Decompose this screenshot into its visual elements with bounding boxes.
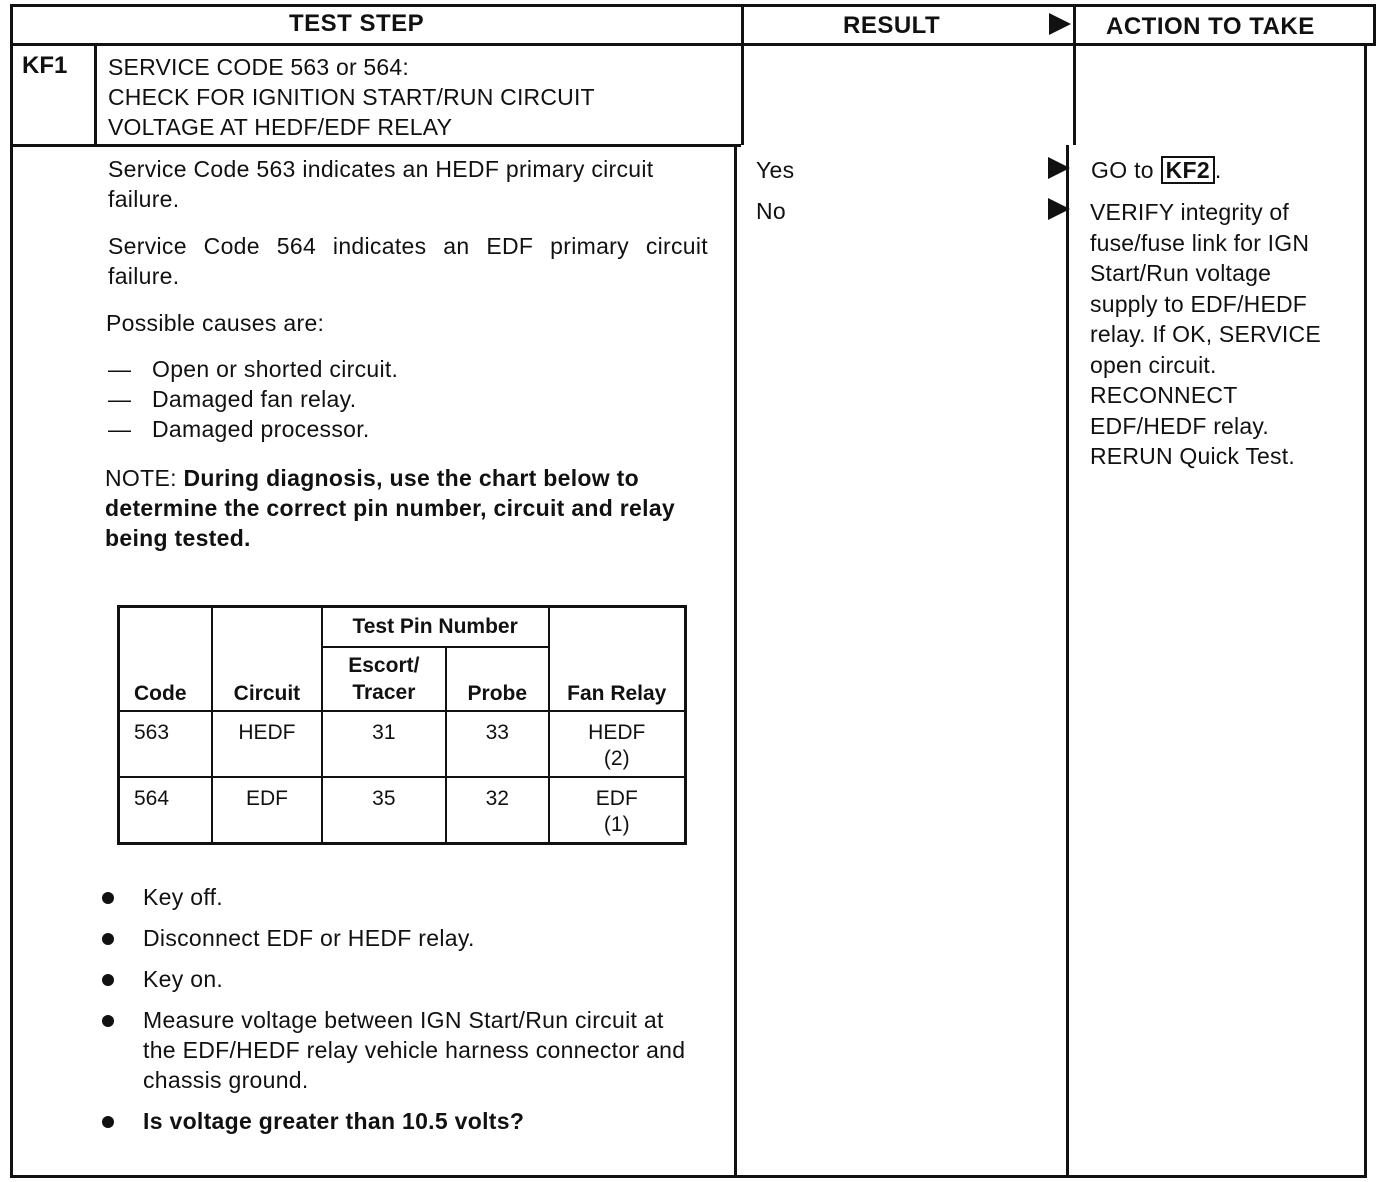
step-title-line: SERVICE CODE 563 or 564: xyxy=(108,54,409,80)
header-test-step: TEST STEP xyxy=(289,10,425,37)
cause-text: Damaged processor. xyxy=(152,416,370,442)
possible-causes-intro: Possible causes are: xyxy=(106,310,325,336)
action-no-line: RECONNECT xyxy=(1090,382,1238,408)
frame-right-border xyxy=(1373,4,1376,46)
bullet-icon xyxy=(102,974,114,986)
bullet-icon xyxy=(102,1116,114,1128)
cell-code: 563 xyxy=(119,711,213,777)
col-header-escort-tracer xyxy=(322,647,446,711)
action-no-line: supply to EDF/HEDF xyxy=(1090,290,1308,317)
action-no-line: EDF/HEDF relay. xyxy=(1090,412,1269,439)
note xyxy=(105,463,710,553)
step-title-line: VOLTAGE AT HEDF/EDF RELAY xyxy=(108,114,453,140)
dash-icon: — xyxy=(108,416,132,442)
relay-name: HEDF xyxy=(588,720,646,744)
procedure-step xyxy=(100,1005,720,1095)
col-header-circuit: Circuit xyxy=(212,607,322,711)
col-header-test-pin-number: Test Pin Number xyxy=(322,607,549,647)
action-no-line: Start/Run voltage xyxy=(1090,260,1272,286)
header-line: Tracer xyxy=(352,680,416,704)
procedure-step-text: Key on. xyxy=(143,966,224,992)
column-divider-2-lower xyxy=(1066,145,1069,1178)
procedure-step-text: Measure voltage between IGN Start/Run circuit at the EDF/HEDF relay vehicle harness connector and chassis ground. xyxy=(143,1007,686,1093)
cell-probe-pin: 33 xyxy=(446,711,549,777)
note-prefix: NOTE: xyxy=(105,465,177,491)
header-divider xyxy=(10,43,1376,46)
cause-text: Damaged fan relay. xyxy=(152,386,357,412)
causes-list xyxy=(108,354,708,444)
col-header-fan-relay: Fan Relay xyxy=(549,607,686,711)
header-result: RESULT xyxy=(843,12,941,39)
test-pin-table xyxy=(117,605,687,845)
action-no-line: fuse/fuse link for IGN xyxy=(1090,229,1310,256)
action-yes xyxy=(1091,155,1222,185)
cause-item xyxy=(108,414,708,444)
action-no-line: open circuit. xyxy=(1090,351,1217,378)
relay-number: (2) xyxy=(603,746,630,770)
cell-fan-relay xyxy=(549,777,686,844)
cell-circuit: HEDF xyxy=(212,711,322,777)
action-no xyxy=(1090,197,1360,472)
step-id-divider xyxy=(94,44,97,145)
procedure-step-text: Key off. xyxy=(143,884,223,910)
table-row xyxy=(119,711,686,777)
frame-top-border xyxy=(10,4,1376,7)
table-row xyxy=(119,777,686,844)
relay-number: (1) xyxy=(603,812,630,836)
result-no-arrow-icon xyxy=(1048,198,1070,220)
cell-circuit: EDF xyxy=(212,777,322,844)
bullet-icon xyxy=(102,892,114,904)
col-header-probe: Probe xyxy=(446,647,549,711)
cause-item xyxy=(108,354,708,384)
cell-code: 564 xyxy=(119,777,213,844)
result-yes-arrow-icon xyxy=(1048,157,1070,179)
note-text: During diagnosis, use the chart below to determine the correct pin number, circuit and relay being tested. xyxy=(105,465,676,551)
relay-name: EDF xyxy=(595,786,638,810)
cell-probe-pin: 32 xyxy=(446,777,549,844)
procedure-step-text: Is voltage greater than 10.5 volts? xyxy=(143,1108,525,1134)
paragraph-code-564: Service Code 564 indicates an EDF primary circuit failure. xyxy=(108,233,708,289)
cell-escort-pin: 31 xyxy=(322,711,446,777)
frame-left-border xyxy=(10,4,13,1178)
step-title xyxy=(108,52,595,142)
procedure-steps xyxy=(100,882,720,1147)
title-bottom-divider xyxy=(10,144,741,147)
column-divider-1-upper xyxy=(741,4,744,145)
column-divider-1-lower xyxy=(734,145,737,1178)
bullet-icon xyxy=(102,1015,114,1027)
procedure-step-text: Disconnect EDF or HEDF relay. xyxy=(143,925,475,951)
result-no: No xyxy=(756,198,787,224)
col-header-code: Code xyxy=(119,607,213,711)
header-action-to-take: ACTION TO TAKE xyxy=(1106,13,1315,40)
action-yes-suffix: . xyxy=(1214,157,1222,183)
action-yes-prefix: GO to xyxy=(1091,157,1154,183)
paragraph-code-563: Service Code 563 indicates an HEDF primary circuit failure. xyxy=(108,156,654,212)
procedure-step xyxy=(100,964,720,994)
cause-text: Open or shorted circuit. xyxy=(152,356,399,382)
procedure-step-question xyxy=(100,1106,720,1136)
cell-escort-pin: 35 xyxy=(322,777,446,844)
step-title-line: CHECK FOR IGNITION START/RUN CIRCUIT xyxy=(108,84,595,110)
cause-item xyxy=(108,384,708,414)
step-id: KF1 xyxy=(22,52,68,79)
frame-right-border-lower xyxy=(1364,44,1367,1178)
frame-bottom-border xyxy=(10,1175,1366,1178)
header-arrow-icon xyxy=(1049,13,1071,35)
cell-fan-relay xyxy=(549,711,686,777)
procedure-step xyxy=(100,882,720,912)
step-reference-kf2[interactable]: KF2 xyxy=(1161,156,1215,184)
dash-icon: — xyxy=(108,386,132,412)
procedure-step xyxy=(100,923,720,953)
column-divider-2-upper xyxy=(1073,4,1076,145)
bullet-icon xyxy=(102,933,114,945)
dash-icon: — xyxy=(108,356,132,382)
result-yes: Yes xyxy=(756,157,795,183)
header-line: Escort/ xyxy=(348,653,420,677)
action-no-line: RERUN Quick Test. xyxy=(1090,443,1295,469)
action-no-line: VERIFY integrity of xyxy=(1090,199,1289,225)
action-no-line: relay. If OK, SERVICE xyxy=(1090,321,1321,347)
